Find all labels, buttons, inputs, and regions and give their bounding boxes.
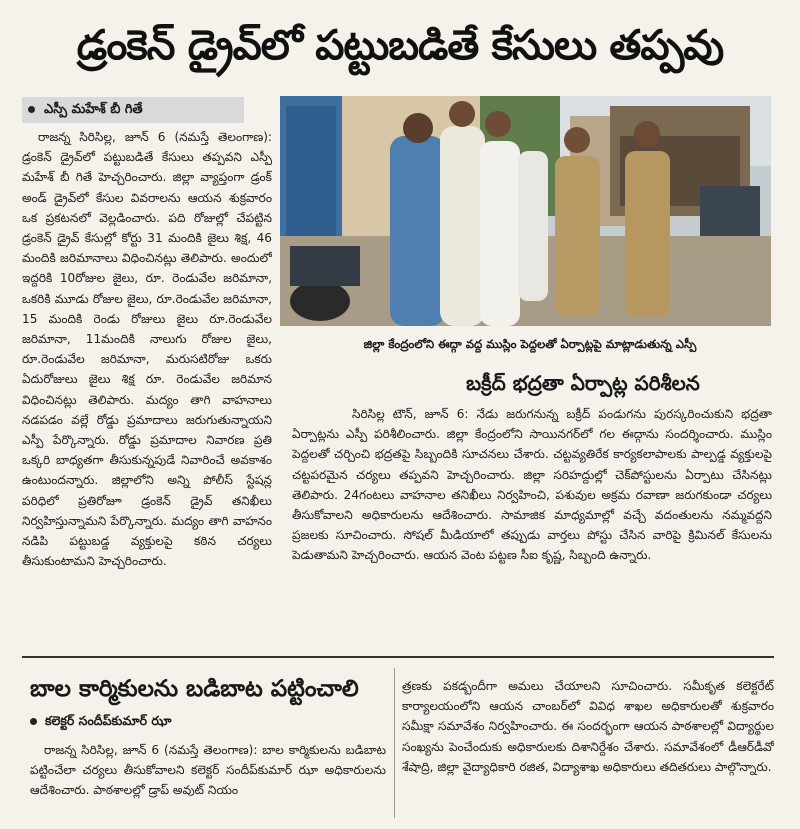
article3-body-right-text: త్రణకు పకడ్బందీగా అమలు చేయాలని సూచించారు. సమీకృత కలెక్టరేట్ కార్యాలయంలోని ఆయన చాంబర్‌లో వివిధ శాఖల అధికారులతో శుక్రవారం సమీక్షా సమావేశం నిర్వహించారు. ఈ సందర్భంగా ఆయన పాఠశాలల్లో విద్యార్థుల సంఖ్యను పెంచేందుకు అధికారులకు దిశానిర్దేశం చేశారు. సమావేశంలో డీఆర్‌డీవో శేషాద్రి, జిల్లా వైద్యాధికారి రజిత, విద్యాశాఖ అధికారులు తదితరులు పాల్గొన్నారు. xyxy=(402,679,774,774)
article3-body-left xyxy=(30,740,386,822)
article2-body-text: సిరిసిల్ల టౌన్, జూన్ 6: నేడు జరుగనున్న బక్రీద్ పండుగను పురస్కరించుకుని భద్రతా ఏర్పాట్లను ఎస్పీ పరిశీలించారు. జిల్లా కేంద్రంలోని సాయినగర్‌లో గల ఈద్గాను సందర్శించారు. ముస్లిం పెద్దలతో చర్చించి భద్రతపై సిబ్బందికి సూచనలు చేశారు. చట్టవ్యతిరేక కార్యకలాపాలకు పాల్పడ్డ వ్యక్తులపై చట్టపరమైన చర్యలు తప్పవని హెచ్చరించారు. జిల్లా సరిహద్దుల్లో చెక్‌పోస్టులను ఏర్పాటు చేసినట్లు తెలిపారు. 24గంటలు వాహనాల తనిఖీలు నిర్వహించి, పశువుల అక్రమ రవాణా జరుగకుండా చర్యలు తీసుకోవాలని అధికారులను ఆదేశించారు. సామాజిక మాధ్యమాల్లో వచ్చే వదంతులను నమ్మవద్దని ప్రజలకు సూచించారు. సోషల్ మీడియాలో తప్పుడు వార్తలు పోస్టు చేసిన వారిపై క్రిమినల్ కేసులను పెడుతామని హెచ్చరించారు. ఆయన వెంట పట్టణ సీఐ కృష్ణ, సిబ్బంది ఉన్నారు. xyxy=(292,407,772,563)
article3-body-left-text: రాజన్న సిరిసిల్ల, జూన్ 6 (నమస్తే తెలంగాణ): బాల కార్మికులను బడిబాట పట్టించేలా చర్యలు తీసుకోవాలని కలెక్టర్ సందీప్‌కుమార్ ఝా అధికారులను ఆదేశించారు. పాఠశాలల్లో డ్రాప్ అవుట్ నియం xyxy=(30,743,386,798)
column-divider xyxy=(394,668,395,818)
byline-text: కలెక్టర్ సందీప్‌కుమార్ ఝా xyxy=(45,713,172,728)
article-subheadline: బక్రీద్ భద్రతా ఏర్పాట్ల పరిశీలన xyxy=(466,371,700,395)
bullet-icon xyxy=(30,718,37,725)
byline-text: ఎస్పీ మహేశ్ బీ గితే xyxy=(44,102,143,117)
article-byline xyxy=(22,97,244,123)
photo-caption: జిల్లా కేంద్రంలోని ఈద్గా వద్ద ముస్లిం పెద్దలతో ఏర్పాట్లపై మాట్లాడుతున్న ఎస్పీ xyxy=(363,337,697,351)
article-body-text: రాజన్న సిరిసిల్ల, జూన్ 6 (నమస్తే తెలంగాణ): డ్రంకెన్ డ్రైవ్‌లో పట్టుబడితే కేసులు తప్పవని ఎస్పీ మహేశ్ బీ గితే హెచ్చరించారు. జిల్లా వ్యాప్తంగా డ్రంక్ అండ్ డ్రైవ్‌లో కేసుల వివరాలను ఆయన శుక్రవారం ఒక ప్రకటనలో వెల్లడించారు. పది రోజుల్లో చేపట్టిన డ్రంకెన్ డ్రైవ్ కేసుల్లో కోర్టు 31 మందికి జైలు శిక్ష, 46 మందికి జరిమానాలు విధించినట్లు తెలిపారు. అందులో ఇద్దరికి 10రోజుల జైలు, రూ. రెండువేల జరిమానా, ఒకరికి మూడు రోజుల జైలు, రూ.రెండువేల జరిమానా, 15 మందికి రెండు రోజులు జైలు రూ.రెండువేల జరిమానా, 11మందికి నాలుగు రోజుల జైలు, రూ.రెండువేల జరిమానా, మరుసటిరోజు ఒకరు ఏదురోజులు జైలు శిక్ష రూ. రెండువేల జరిమాన విధించినట్లు తెలిపారు. మద్యం తాగి వాహనాలు నడపడం వల్లే రోడ్డు ప్రమాదాలు జరుగుతున్నాయని ఎస్పీ పేర్కొన్నారు. రోడ్డు ప్రమాదాల నివారణ ప్రతి ఒక్కరి బాధ్యతగా తీసుకున్నపుడే నివారించే అవకాశం ఉంటుందన్నారు. జిల్లాలోని అన్ని పోలీస్ స్టేషన్ల పరిధిలో ప్రతిరోజూ డ్రంకెన్ డ్రైవ్ తనిఖీలు నిర్వహిస్తున్నామని పేర్కొన్నారు. మద్యం తాగి వాహనం నడిపి పట్టుబడ్డ వ్యక్తులపై కఠిన చర్యలు తీసుకుంటామని హెచ్చరించారు. xyxy=(22,130,272,569)
article-body xyxy=(22,127,272,647)
article3-headline: బాల కార్మికులను బడిబాట పట్టించాలి xyxy=(30,676,359,702)
photo-illustration xyxy=(280,96,771,326)
article3-byline xyxy=(30,710,330,732)
article2-body xyxy=(292,404,772,646)
news-photo xyxy=(280,96,771,326)
bullet-icon xyxy=(28,106,35,113)
article3-body-right xyxy=(402,676,774,822)
article-headline: డ్రంకెన్ డ్రైవ్‌లో పట్టుబడితే కేసులు తప్పవు xyxy=(76,21,724,69)
section-divider xyxy=(22,656,774,658)
